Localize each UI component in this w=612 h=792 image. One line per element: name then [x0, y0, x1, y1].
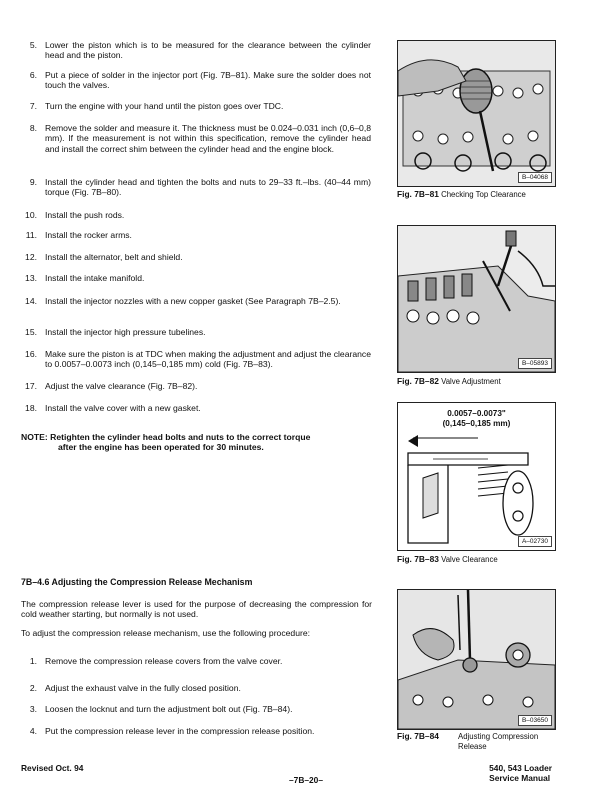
step-number: 7. — [29, 101, 37, 111]
figure-id: B–03650 — [518, 715, 552, 726]
step-number: 2. — [29, 683, 37, 693]
figure-label: Fig. 7B–81 — [397, 189, 439, 199]
step-number: 4. — [29, 726, 37, 736]
clearance-spec-inch: 0.0057–0.0073" — [447, 409, 506, 418]
section-paragraph-2: To adjust the compression release mechanism, use the following procedure: — [21, 628, 310, 638]
figure-7b-84 — [397, 589, 556, 730]
step-number: 12. — [25, 252, 37, 262]
step-number: 16. — [25, 349, 37, 359]
step-text: Make sure the piston is at TDC when making the adjustment and adjust the clearance to 0.0057–0.0073 inch (0,145–0,185 mm) cold (Fig. 7B–83). — [45, 349, 371, 370]
step-text: Remove the solder and measure it. The thickness must be 0.024–0.031 inch (0,6–0,8 mm). If the measurement is not within this specification, remove the cylinder head and install the correct shim between the cylinder head and the engine block. — [45, 123, 371, 154]
footer-manual: Service Manual — [489, 773, 551, 783]
figure-caption-text: Valve Adjustment — [441, 377, 501, 386]
step-text: Install the cylinder head and tighten the bolts and nuts to 29–33 ft.–lbs. (40–44 mm) torque (Fig. 7B–80). — [45, 177, 371, 198]
step-number: 15. — [25, 327, 37, 337]
figure-caption — [397, 554, 498, 564]
step-number: 9. — [29, 177, 37, 187]
figure-caption — [397, 731, 539, 751]
figure-label: Fig. 7B–84 — [397, 731, 439, 741]
step-text: Lower the piston which is to be measured for the clearance between the cylinder head and the piston. — [45, 40, 371, 61]
note-line-2: after the engine has been operated for 30 minutes. — [58, 442, 264, 453]
step-number: 1. — [29, 656, 37, 666]
note-line-1: NOTE: Retighten the cylinder head bolts and nuts to the correct torque — [21, 432, 311, 442]
step-text: Put the compression release lever in the compression release position. — [45, 726, 315, 736]
figure-caption-text — [458, 732, 553, 752]
figure-caption-line-1: Adjusting Compression — [458, 732, 539, 741]
clearance-spec-mm: (0,145–0,185 mm) — [442, 419, 511, 428]
figure-7b-81 — [397, 40, 556, 187]
step-number: 11. — [25, 230, 37, 240]
step-text: Install the intake manifold. — [45, 273, 145, 283]
step-text: Install the valve cover with a new gasket. — [45, 403, 201, 413]
valve-adjustment-illustration — [398, 226, 555, 372]
footer-model: 540, 543 Loader — [489, 763, 552, 773]
step-text: Turn the engine with your hand until the piston goes over TDC. — [45, 101, 284, 111]
footer-page-number: –7B–20– — [289, 775, 323, 785]
figure-caption-text: Valve Clearance — [441, 555, 498, 564]
section-paragraph-1: The compression release lever is used for the purpose of decreasing the compression for cold weather starting, but normally is not used. — [21, 599, 372, 620]
figure-caption-line-2: Release — [458, 742, 487, 751]
step-text: Remove the compression release covers from the valve cover. — [45, 656, 283, 666]
compression-release-illustration — [398, 590, 555, 729]
step-number: 6. — [29, 70, 37, 80]
step-number: 13. — [25, 273, 37, 283]
step-text: Loosen the locknut and turn the adjustment bolt out (Fig. 7B–84). — [45, 704, 293, 714]
engine-top-illustration — [398, 41, 555, 186]
figure-7b-82 — [397, 225, 556, 373]
step-text: Install the injector nozzles with a new copper gasket (See Paragraph 7B–2.5). — [45, 296, 341, 306]
step-number: 10. — [25, 210, 37, 220]
footer-manual-title — [489, 763, 552, 783]
section-heading: 7B–4.6 Adjusting the Compression Release Mechanism — [21, 577, 253, 587]
step-text: Install the injector high pressure tubelines. — [45, 327, 206, 337]
step-number: 5. — [29, 40, 37, 50]
step-number: 17. — [25, 381, 37, 391]
figure-caption-text: Checking Top Clearance — [441, 190, 526, 199]
figure-id: A–02730 — [518, 536, 552, 547]
figure-7b-83 — [397, 402, 556, 551]
figure-caption — [397, 376, 501, 386]
figure-label: Fig. 7B–83 — [397, 554, 439, 564]
footer-revised: Revised Oct. 94 — [21, 763, 84, 773]
step-text: Adjust the valve clearance (Fig. 7B–82). — [45, 381, 198, 391]
step-number: 3. — [29, 704, 37, 714]
step-text: Install the alternator, belt and shield. — [45, 252, 183, 262]
step-number: 8. — [29, 123, 37, 133]
figure-id: B–04068 — [518, 172, 552, 183]
step-number: 18. — [25, 403, 37, 413]
note — [21, 432, 373, 453]
figure-caption — [397, 189, 526, 199]
step-text: Install the rocker arms. — [45, 230, 132, 240]
step-number: 14. — [25, 296, 37, 306]
step-text: Install the push rods. — [45, 210, 125, 220]
figure-id: B–05893 — [518, 358, 552, 369]
figure-label: Fig. 7B–82 — [397, 376, 439, 386]
step-text: Put a piece of solder in the injector port (Fig. 7B–81). Make sure the solder does not touch the valves. — [45, 70, 371, 91]
step-text: Adjust the exhaust valve in the fully closed position. — [45, 683, 241, 693]
valve-clearance-diagram — [398, 403, 555, 550]
